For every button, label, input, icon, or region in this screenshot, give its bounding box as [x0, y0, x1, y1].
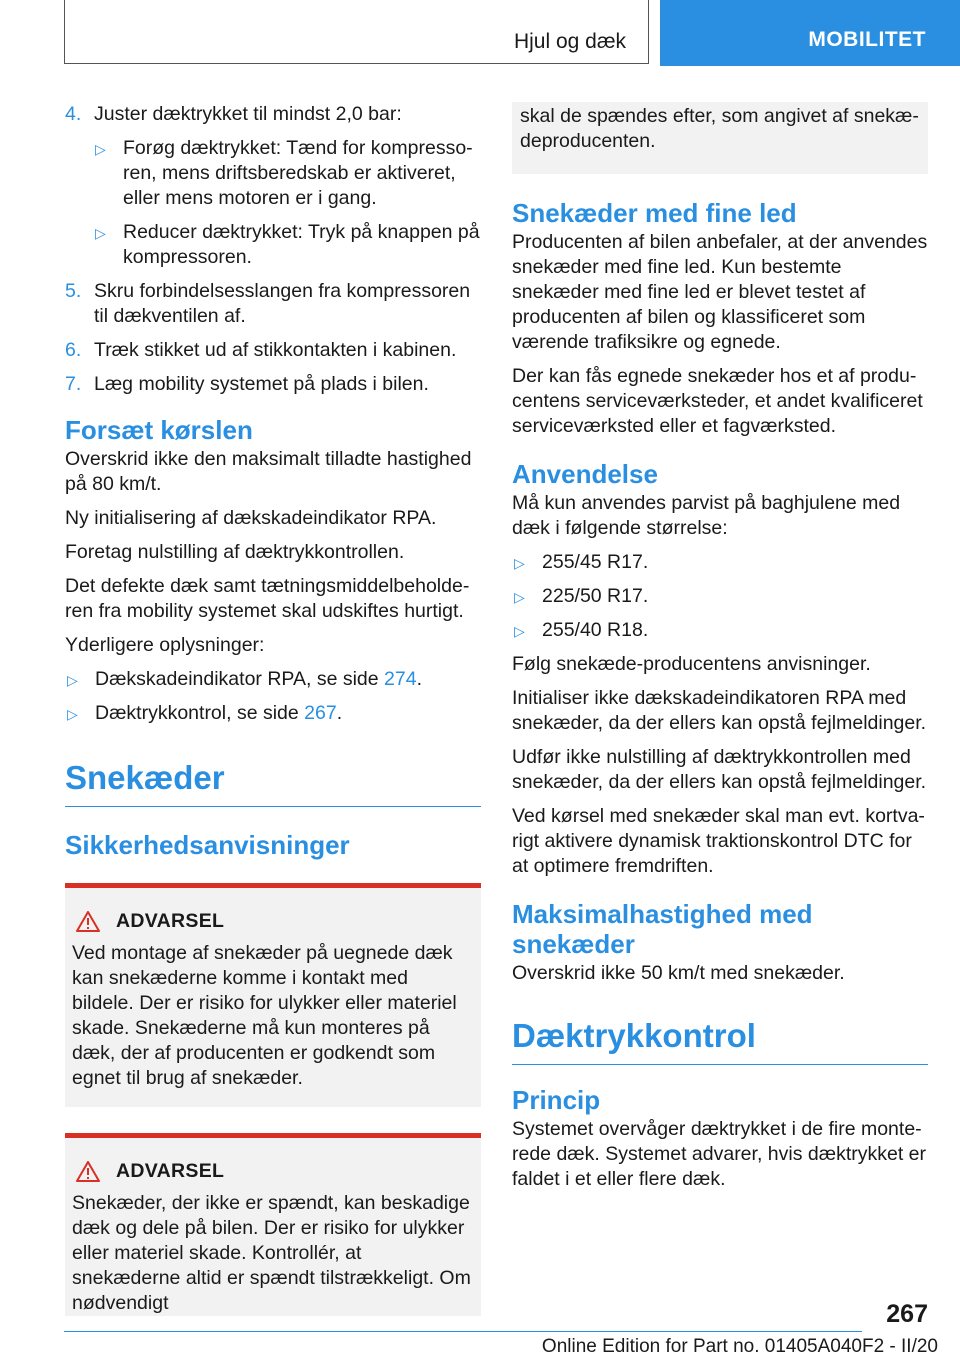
- step-number: 4.: [65, 103, 82, 125]
- bullet-text: Reducer dæktrykket: Tryk på knappen på kompressoren.: [123, 221, 480, 268]
- snow-chains-title: Snekæder: [65, 759, 225, 796]
- principle-heading: Princip: [512, 1085, 601, 1115]
- usage-heading: Anvendelse: [512, 459, 658, 489]
- paragraph: Følg snekæde-producentens anvisninger.: [512, 653, 871, 675]
- warning-text: Snekæder, der ikke er spændt, kan beskadige dæk og dele på bilen. Der er risiko for ulykker eller materiel skade. Kontrollér, at snekæderne altid er spændt tilstrækkeligt. Om nødvendigt: [72, 1192, 471, 1314]
- edition-note: Online Edition for Part no. 01405A040F2 - II/20: [541, 1336, 938, 1357]
- warning-triangle-icon: [76, 911, 100, 932]
- reference-item: [65, 667, 481, 692]
- step-7: [65, 372, 481, 397]
- reference-end: .: [336, 702, 343, 724]
- sub-bullet: [93, 220, 481, 270]
- chapter-label: MOBILITET: [808, 28, 926, 51]
- paragraph: Ved kørsel med snekæder skal man evt. kortvarigt aktivere dynamisk traktionskontrol DTC for at optimere fremdriften.: [512, 805, 925, 877]
- warning-label: ADVARSEL: [116, 1160, 225, 1182]
- paragraph: Ny initialisering af dækskadeindikator RPA.: [65, 507, 437, 529]
- right-column: [512, 102, 928, 1201]
- triangle-bullet-icon: ▷: [67, 706, 78, 722]
- warning-text: skal de spændes efter, som angivet af snekædeproducenten.: [520, 105, 919, 152]
- triangle-bullet-icon: ▷: [514, 589, 525, 605]
- page-link-267[interactable]: 267: [304, 702, 337, 724]
- paragraph: Der kan fås egnede snekæder hos et af producentens serviceværksteder, et andet kvalificeret serviceværksted eller et fagværksted.: [512, 365, 923, 437]
- footer-rule: [64, 1331, 862, 1332]
- triangle-bullet-icon: ▷: [67, 672, 78, 688]
- paragraph: Foretag nulstilling af dæktrykkontrollen.: [65, 541, 405, 563]
- warning-title-row: [72, 1160, 473, 1183]
- continue-heading: Forsæt kørslen: [65, 415, 253, 445]
- step-number: 5.: [65, 280, 82, 302]
- triangle-bullet-icon: ▷: [514, 555, 525, 571]
- page-number: 267: [886, 1300, 928, 1328]
- paragraph: Yderligere oplysninger:: [65, 634, 265, 656]
- left-column: [65, 102, 481, 1330]
- paragraph: Systemet overvåger dæktrykket i de fire monterede dæk. Systemet advarer, hvis dæktrykket er faldet i et eller flere dæk.: [512, 1118, 926, 1190]
- paragraph: Det defekte dæk samt tætningsmiddelbeholderen fra mobility systemet skal udskiftes hurtigt.: [65, 575, 470, 622]
- step-5: [65, 279, 481, 329]
- triangle-bullet-icon: ▷: [95, 141, 106, 157]
- page-header: [0, 0, 960, 66]
- warning-label: ADVARSEL: [116, 910, 225, 932]
- paragraph: Producenten af bilen anbefaler, at der anvendes snekæder med fine led. Kun bestemte snekæder med fine led er blevet testet af producenten af bilen og klassificeret som værende trafiksikre og egnede.: [512, 231, 928, 353]
- warning-continuation: [512, 102, 928, 174]
- triangle-bullet-icon: ▷: [95, 225, 106, 241]
- size-text: 225/50 R17.: [542, 585, 649, 607]
- title-rule: [65, 806, 481, 807]
- safety-heading: Sikkerhedsanvisninger: [65, 830, 350, 860]
- paragraph: Initialiser ikke dækskadeindikatoren RPA med snekæder, da der ellers kan opstå fejlmeldinger.: [512, 687, 927, 734]
- warning-box: [65, 1133, 481, 1316]
- reference-item: [65, 701, 481, 726]
- triangle-bullet-icon: ▷: [514, 623, 525, 639]
- step-text: Skru forbindelsesslangen fra kompressoren til dækventilen af.: [94, 280, 471, 327]
- size-item: [512, 618, 928, 643]
- max-speed-heading: Maksimalhastighed med snekæder: [512, 899, 813, 959]
- step-text: Træk stikket ud af stikkontakten i kabinen.: [94, 339, 457, 361]
- step-number: 7.: [65, 373, 82, 395]
- step-text: Juster dæktrykket til mindst 2,0 bar:: [94, 103, 402, 125]
- tpm-title: Dæktrykkontrol: [512, 1017, 756, 1054]
- fine-chains-heading: Snekæder med fine led: [512, 198, 797, 228]
- step-number: 6.: [65, 339, 82, 361]
- warning-triangle-icon: [76, 1161, 100, 1182]
- warning-box: [65, 883, 481, 1107]
- size-item: [512, 584, 928, 609]
- sub-bullet: [93, 136, 481, 211]
- paragraph: Overskrid ikke 50 km/t med snekæder.: [512, 962, 845, 984]
- step-4: [65, 102, 481, 127]
- size-text: 255/45 R17.: [542, 551, 649, 573]
- bullet-text: Forøg dæktrykket: Tænd for kompressoren, mens driftsberedskab er aktiveret, eller mens motoren er i gang.: [123, 137, 473, 209]
- paragraph: Udfør ikke nulstilling af dæktrykkontrollen med snekæder, da der ellers kan opstå fejlmeldinger.: [512, 746, 927, 793]
- title-rule: [512, 1064, 928, 1065]
- warning-text: Ved montage af snekæder på uegnede dæk kan snekæderne komme i kontakt med bildele. Der er risiko for ulykker eller materiel skade. Snekæderne må kun monteres på dæk, der af producenten er godkendt som egnet til brug af snekæder.: [72, 942, 457, 1089]
- section-title: Hjul og dæk: [513, 30, 626, 53]
- paragraph: Overskrid ikke den maksimalt tilladte hastighed på 80 km/t.: [65, 448, 472, 495]
- step-6: [65, 338, 481, 363]
- step-text: Læg mobility systemet på plads i bilen.: [94, 373, 429, 395]
- page-link-274[interactable]: 274: [384, 668, 417, 690]
- size-text: 255/40 R18.: [542, 619, 649, 641]
- paragraph: Må kun anvendes parvist på baghjulene med dæk i følgende størrelse:: [512, 492, 901, 539]
- size-item: [512, 550, 928, 575]
- reference-end: .: [416, 668, 422, 690]
- chapter-tab: [660, 0, 960, 66]
- warning-title-row: [72, 910, 473, 933]
- reference-text: Dækskadeindikator RPA, se side: [95, 668, 385, 690]
- reference-text: Dæktrykkontrol, se side: [95, 702, 305, 724]
